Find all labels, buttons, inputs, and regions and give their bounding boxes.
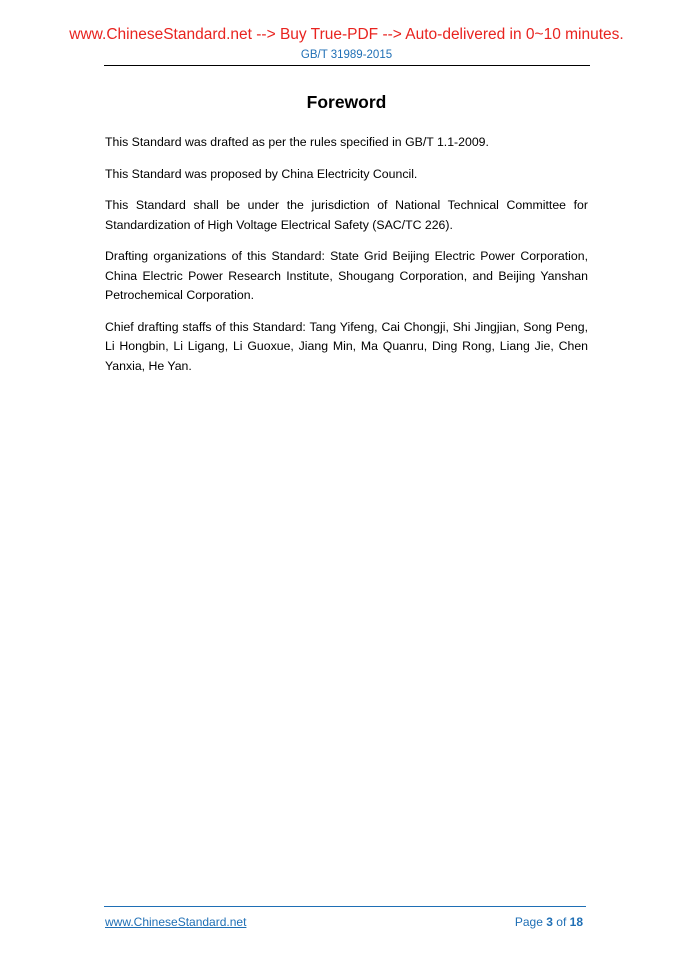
footer-divider — [104, 906, 586, 907]
promo-banner: www.ChineseStandard.net --> Buy True-PDF --> Auto-delivered in 0~10 minutes. — [69, 26, 624, 43]
paragraph-proposed-by: This Standard was proposed by China Electricity Council. — [105, 166, 418, 181]
footer-website-link[interactable]: www.ChineseStandard.net — [105, 915, 247, 929]
header-divider — [104, 65, 590, 66]
page-total: 18 — [569, 915, 583, 929]
page-current: 3 — [546, 915, 553, 929]
page-number — [515, 915, 583, 929]
standard-code: GB/T 31989-2015 — [300, 49, 393, 61]
paragraph-jurisdiction: This Standard shall be under the jurisdiction of National Technical Committee for Standardization of High Voltage Electrical Safety (SAC/TC 226). — [105, 198, 588, 232]
page-of-label: of — [556, 915, 567, 929]
paragraph-drafting-rules: This Standard was drafted as per the rules specified in GB/T 1.1-2009. — [105, 135, 489, 149]
page-title: Foreword — [306, 92, 387, 112]
page-label: Page — [514, 915, 543, 929]
paragraph-drafting-staff: Chief drafting staffs of this Standard: Tang Yifeng, Cai Chongji, Shi Jingjian, Song Peng, Li Hongbin, Li Ligang, Li Guoxue, Jiang Min, Ma Quanru, Ding Rong, Liang Jie, Chen Yanxia, He Yan. — [105, 319, 588, 373]
document-body — [105, 133, 588, 388]
paragraph-drafting-organizations: Drafting organizations of this Standard: State Grid Beijing Electric Power Corporation, China Electric Power Research Institute, Shougang Corporation, and Beijing Yanshan Petrochemical Corporation. — [105, 249, 588, 302]
